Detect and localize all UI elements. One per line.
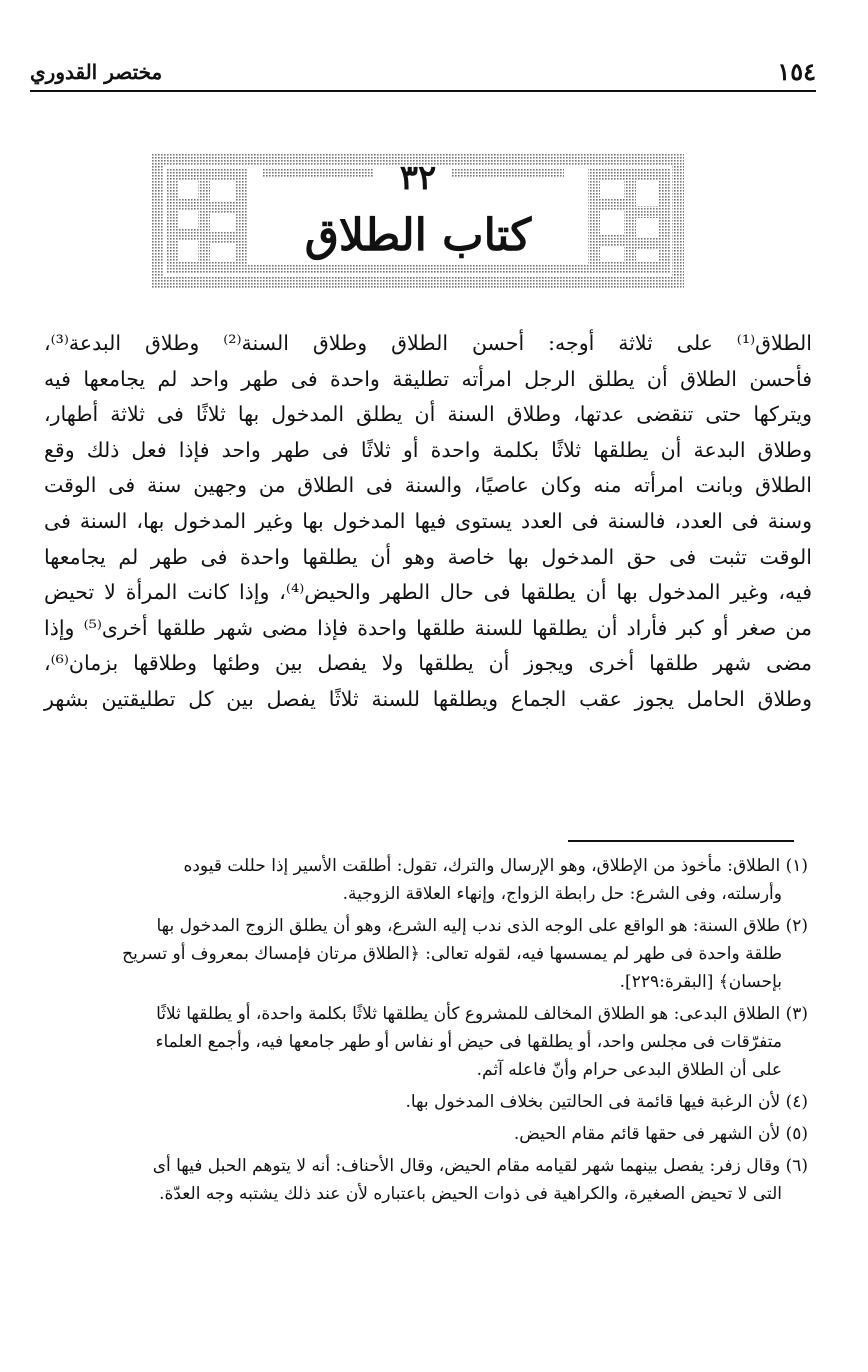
footnote-2: [44, 912, 808, 996]
footnote-1: [44, 852, 808, 908]
text-line: من صغر أو كبر فأراد أن يطلقها للسنة طلقها واحدة فإذا مضى شهر طلقها أخرى⁽⁵⁾ وإذا: [44, 615, 812, 640]
footnote-3: [44, 1000, 808, 1084]
footnote-line: [44, 852, 808, 880]
footnote-line: متفرّقات فى مجلس واحد، أو يطلقها فى حيض أو نفاس أو طهر جامعها فيه، وأجمع العلماء: [155, 1032, 782, 1052]
main-text: [44, 326, 812, 718]
footnotes: [44, 852, 808, 1212]
chapter-banner: [152, 154, 684, 288]
footnote-line: [44, 912, 808, 940]
footnote-text: الطلاق البدعى: هو الطلاق المخالف للمشروع كأن يطلقها ثلاثًا بكلمة واحدة، أو يطلقها ثلاثًا: [156, 1004, 781, 1024]
text-line: ويتركها حتى تنقضى عدتها، وطلاق السنة أن يطلق المدخول بها ثلاثًا فى ثلاثة أطهار،: [44, 402, 812, 427]
footnote-line: [44, 1152, 808, 1180]
footnote-marker: (٣): [785, 1004, 808, 1024]
footnote-line: التى لا تحيض الصغيرة، والكراهية فى ذوات الحيض باعتباره لأن عند ذلك يشتبه وجه العدّة.: [159, 1184, 782, 1204]
chapter-number: ٣٢: [399, 158, 437, 198]
book-title: مختصر القدوري: [30, 60, 163, 84]
running-header: [30, 50, 816, 92]
footnote-text: طلاق السنة: هو الواقع على الوجه الذى ندب إليه الشرع، وهو أن يطلق الزوج المدخول بها: [156, 916, 781, 936]
footnote-marker: (٤): [785, 1092, 808, 1112]
footnote-text: وقال زفر: يفصل بينهما شهر لقيامه مقام الحيض، وقال الأحناف: أنه لا يتوهم الحبل فيها أى: [152, 1156, 781, 1176]
footnote-text: لأن الرغبة فيها قائمة فى الحالتين بخلاف المدخول بها.: [405, 1092, 781, 1112]
footnote-line: [44, 1000, 808, 1028]
text-line: الطلاق وبانت امرأته منه وكان عاصيًا، والسنة فى الطلاق من وجهين سنة فى الوقت: [44, 473, 812, 498]
footnote-line: [44, 1120, 808, 1148]
footnote-line: بإحسان﴾ [البقرة:٢٢٩].: [619, 972, 782, 992]
footnote-marker: (٥): [785, 1124, 808, 1144]
footnote-4: [44, 1088, 808, 1116]
footnote-line: وأرسلته، وفى الشرع: حل رابطة الزواج، وإنهاء العلاقة الزوجية.: [342, 884, 782, 904]
footnote-line: طلقة واحدة فى طهر لم يمسسها فيه، لقوله تعالى: ﴿الطلاق مرتان فإمساك بمعروف أو تسريح: [122, 944, 782, 964]
text-line: الطلاق⁽¹⁾ على ثلاثة أوجه: أحسن الطلاق وطلاق السنة⁽²⁾ وطلاق البدعة⁽³⁾،: [44, 331, 812, 355]
footnote-separator: [568, 840, 794, 842]
text-line: فأحسن الطلاق أن يطلق الرجل امرأته تطليقة واحدة فى طهر واحد لم يجامعها فيه: [44, 366, 812, 391]
text-line: وطلاق البدعة أن يطلقها ثلاثًا بكلمة واحدة أو ثلاثًا فى طهر واحد فإذا فعل ذلك وقع: [44, 437, 812, 462]
footnote-line: على أن الطلاق البدعى حرام وأنّ فاعله آثم.: [476, 1060, 782, 1080]
footnote-6: [44, 1152, 808, 1208]
footnote-line: [44, 1088, 808, 1116]
text-line: وطلاق الحامل يجوز عقب الجماع ويطلقها للسنة ثلاثًا يفصل بين كل تطليقتين بشهر: [44, 686, 812, 711]
text-line: وسنة فى العدد، فالسنة فى العدد يستوى فيها المدخول بها وغير المدخول بها، السنة فى: [44, 508, 812, 533]
text-line: مضى شهر طلقها أخرى ويجوز أن يطلقها ولا يفصل بين وطئها وطلاقها بزمان⁽⁶⁾،: [44, 651, 812, 676]
text-line: الوقت تثبت فى حق المدخول بها خاصة وهو أن يطلقها واحدة فى طهر لم يجامعها: [44, 544, 812, 569]
text-line: فيه، وغير المدخول بها أن يطلقها فى حال الطهر والحيض⁽⁴⁾، وإذا كانت المرأة لا تحيض: [44, 580, 812, 605]
footnote-5: [44, 1120, 808, 1148]
footnote-marker: (١): [785, 856, 808, 876]
footnote-text: لأن الشهر فى حقها قائم مقام الحيض.: [513, 1124, 781, 1144]
footnote-marker: (٦): [785, 1156, 808, 1176]
page-number: ١٥٤: [777, 57, 816, 86]
footnote-text: الطلاق: مأخوذ من الإطلاق، وهو الإرسال والترك، تقول: أطلقت الأسير إذا حللت قيوده: [183, 856, 781, 876]
chapter-title: كتاب الطلاق: [304, 210, 532, 261]
footnote-marker: (٢): [785, 916, 808, 936]
